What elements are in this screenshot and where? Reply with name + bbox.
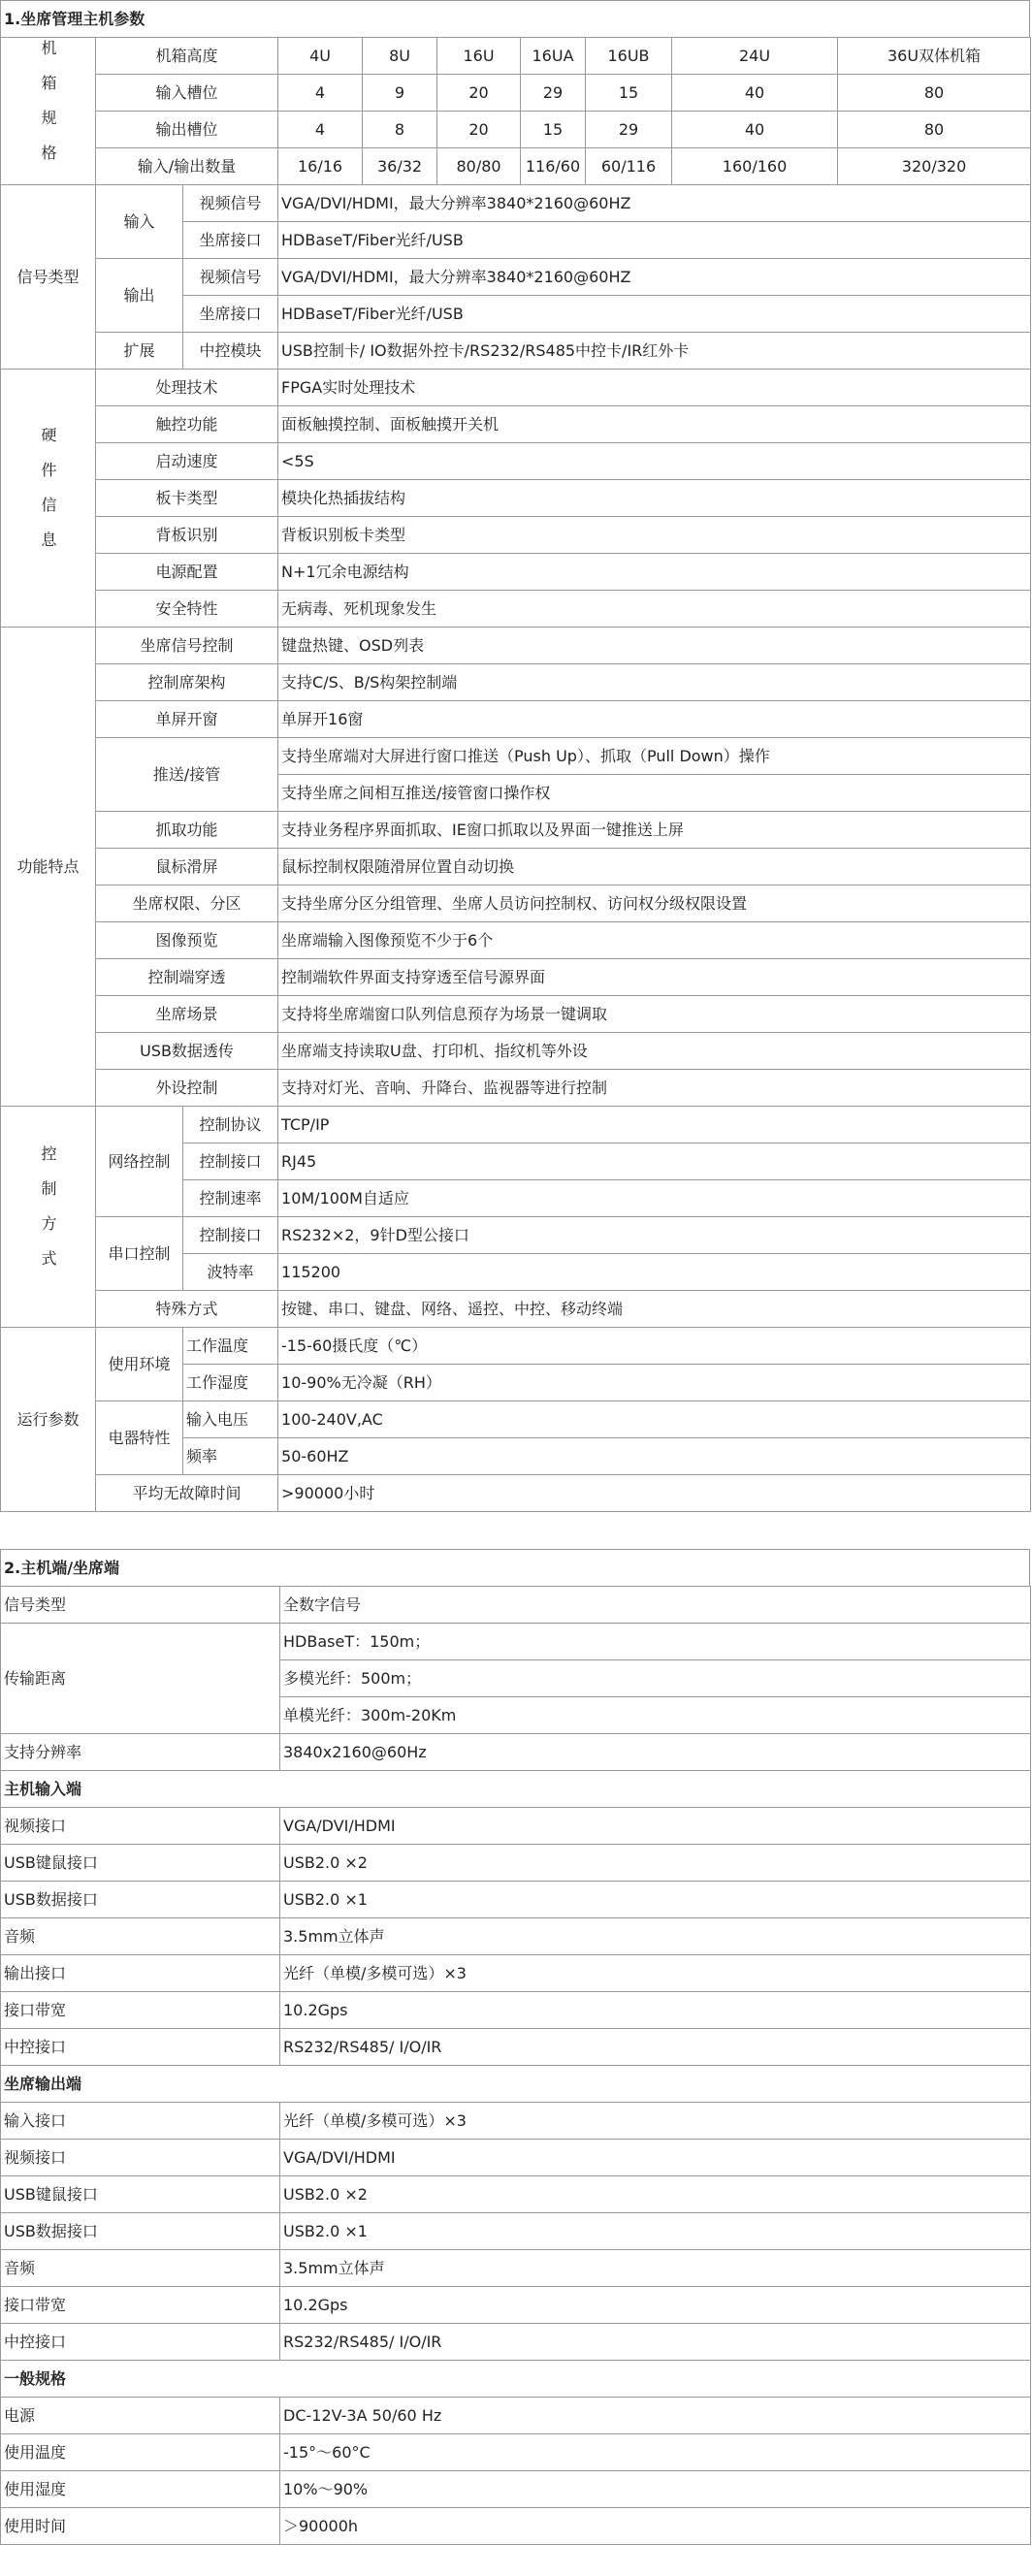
seat-output-val: 3.5mm立体声 [280,2250,1031,2287]
table-row [1,738,1031,775]
table-row [1,2287,1031,2324]
seat-output-key: 输入接口 [1,2103,280,2140]
run-env: 使用环境 [96,1328,183,1401]
table-row [1,996,1031,1033]
feat-val: 单屏开16窗 [278,701,1031,738]
host-input-val: USB2.0 ×2 [280,1845,1031,1882]
chassis-cell: 4U [278,38,363,75]
chassis-cell: 4 [278,112,363,148]
feat-val: 坐席端输入图像预览不少于6个 [278,922,1031,959]
table-row [1,2361,1031,2398]
chassis-cell: 60/116 [586,148,672,185]
s2-dist-val: 多模光纤：500m； [280,1660,1031,1697]
hw-val: FPGA实时处理技术 [278,370,1031,406]
host-params-table [0,37,1031,1512]
general-spec-val: 10%～90% [280,2471,1031,2508]
seat-output-key: 视频接口 [1,2140,280,2176]
feat-key: 控制席架构 [96,664,278,701]
chassis-cell: 29 [521,75,586,112]
host-input-key: 输出接口 [1,1955,280,1992]
table-row [1,406,1031,443]
feat-key: 单屏开窗 [96,701,278,738]
host-seat-table [0,1586,1031,2545]
signal-in-seat-val: HDBaseT/Fiber光纤/USB [278,222,1031,259]
table-row [1,2508,1031,2545]
general-spec-key: 使用温度 [1,2434,280,2471]
feat-key: 外设控制 [96,1070,278,1107]
feat-val: 支持将坐席端窗口队列信息预存为场景一键调取 [278,996,1031,1033]
hw-val: <5S [278,443,1031,480]
ctrl-key: 控制接口 [183,1217,278,1254]
hw-val: 无病毒、死机现象发生 [278,591,1031,628]
hw-key: 处理技术 [96,370,278,406]
run-key: 输入电压 [183,1401,278,1438]
hw-key: 背板识别 [96,517,278,554]
table-row [1,517,1031,554]
general-spec-val: ＞90000h [280,2508,1031,2545]
signal-ctrl: 中控模块 [183,333,278,370]
table-row [1,2029,1031,2066]
feat-push-val-1: 支持坐席端对大屏进行窗口推送（Push Up）、抓取（Pull Down）操作 [278,738,1031,775]
table-row [1,1401,1031,1438]
hw-val: N+1冗余电源结构 [278,554,1031,591]
host-input-val: VGA/DVI/HDMI [280,1808,1031,1845]
feat-key: 鼠标滑屏 [96,849,278,886]
signal-in-video: 视频信号 [183,185,278,222]
seat-output-key: 音频 [1,2250,280,2287]
chassis-label-text: 机箱规格 [39,39,57,179]
hw-label-text: 硬件信息 [39,426,57,566]
chassis-cell: 80 [838,112,1031,148]
run-val: 50-60HZ [278,1438,1031,1475]
host-input-val: 光纤（单模/多模可选）×3 [280,1955,1031,1992]
table-row [1,2176,1031,2213]
table-row [1,664,1031,701]
feat-push-val-2: 支持坐席之间相互推送/接管窗口操作权 [278,775,1031,812]
table-row [1,1955,1031,1992]
host-input-key: 音频 [1,1918,280,1955]
table-row [1,1070,1031,1107]
host-input-key: USB数据接口 [1,1882,280,1918]
signal-ext: 扩展 [96,333,183,370]
seat-output-val: USB2.0 ×1 [280,2213,1031,2250]
feat-push-key: 推送/接管 [96,738,278,812]
table-row [1,148,1031,185]
chassis-label [1,38,96,185]
host-input-key: 接口带宽 [1,1992,280,2029]
ctrl-label [1,1107,96,1328]
run-label: 运行参数 [1,1328,96,1512]
seat-output-val: RS232/RS485/ I/O/IR [280,2324,1031,2361]
seat-output-title: 坐席输出端 [1,2066,1031,2103]
seat-output-key: 接口带宽 [1,2287,280,2324]
feat-key: 坐席权限、分区 [96,886,278,922]
table-row [1,886,1031,922]
run-val: 100-240V,AC [278,1401,1031,1438]
s2-signal-val: 全数字信号 [280,1587,1031,1624]
feat-key: 控制端穿透 [96,959,278,996]
host-input-key: 中控接口 [1,2029,280,2066]
chassis-cell: 8 [363,112,437,148]
table-row [1,480,1031,517]
hw-val: 背板识别板卡类型 [278,517,1031,554]
table-row [1,2471,1031,2508]
hw-val: 面板触摸控制、面板触摸开关机 [278,406,1031,443]
table-row [1,1475,1031,1512]
table-row [1,812,1031,849]
table-row [1,75,1031,112]
host-input-val: 3.5mm立体声 [280,1918,1031,1955]
table-row [1,1587,1031,1624]
s2-dist-key: 传输距离 [1,1624,280,1734]
host-input-key: USB键鼠接口 [1,1845,280,1882]
section-title-host-params: 1.坐席管理主机参数 [0,0,1030,38]
feat-val: 支持坐席分区分组管理、坐席人员访问控制权、访问权分级权限设置 [278,886,1031,922]
feat-val: 支持对灯光、音响、升降台、监视器等进行控制 [278,1070,1031,1107]
signal-in: 输入 [96,185,183,259]
feat-key: USB数据透传 [96,1033,278,1070]
seat-output-val: VGA/DVI/HDMI [280,2140,1031,2176]
feat-key: 抓取功能 [96,812,278,849]
table-row [1,1328,1031,1365]
general-spec-key: 电源 [1,2398,280,2434]
table-row [1,443,1031,480]
s2-res-val: 3840x2160@60Hz [280,1734,1031,1771]
feat-key: 图像预览 [96,922,278,959]
table-row [1,2066,1031,2103]
feat-val: 支持业务程序界面抓取、IE窗口抓取以及界面一键推送上屏 [278,812,1031,849]
seat-output-val: USB2.0 ×2 [280,2176,1031,2213]
table-row [1,1808,1031,1845]
run-key: 频率 [183,1438,278,1475]
run-key: 工作湿度 [183,1365,278,1401]
table-row [1,333,1031,370]
table-row [1,185,1031,222]
chassis-cell: 116/60 [521,148,586,185]
ctrl-key: 控制速率 [183,1180,278,1217]
table-row [1,1217,1031,1254]
seat-output-key: USB键鼠接口 [1,2176,280,2213]
seat-output-key: USB数据接口 [1,2213,280,2250]
table-row [1,1992,1031,2029]
table-row [1,1882,1031,1918]
table-row [1,1845,1031,1882]
general-spec-title: 一般规格 [1,2361,1031,2398]
ctrl-val: TCP/IP [278,1107,1031,1143]
table-row [1,2324,1031,2361]
chassis-cell: 4 [278,75,363,112]
ctrl-serial: 串口控制 [96,1217,183,1291]
chassis-cell: 8U [363,38,437,75]
chassis-cell: 80 [838,75,1031,112]
ctrl-label-text: 控制方式 [39,1144,57,1285]
ctrl-key: 控制协议 [183,1107,278,1143]
table-row [1,2398,1031,2434]
chassis-cell: 9 [363,75,437,112]
chassis-cell: 16/16 [278,148,363,185]
table-row [1,849,1031,886]
ctrl-special-val: 按键、串口、键盘、网络、遥控、中控、移动终端 [278,1291,1031,1328]
hw-label [1,370,96,628]
table-row [1,1291,1031,1328]
seat-output-key: 中控接口 [1,2324,280,2361]
chassis-row-label: 输入槽位 [96,75,278,112]
table-row [1,2434,1031,2471]
chassis-cell: 24U [672,38,838,75]
table-row [1,2140,1031,2176]
table-row [1,1033,1031,1070]
feat-label: 功能特点 [1,628,96,1107]
ctrl-val: RJ45 [278,1143,1031,1180]
table-row [1,591,1031,628]
chassis-cell: 16UB [586,38,672,75]
signal-in-video-val: VGA/DVI/HDMI，最大分辨率3840*2160@60HZ [278,185,1031,222]
chassis-cell: 40 [672,75,838,112]
ctrl-net: 网络控制 [96,1107,183,1217]
table-row [1,701,1031,738]
chassis-row-label: 输入/输出数量 [96,148,278,185]
feat-val: 鼠标控制权限随滑屏位置自动切换 [278,849,1031,886]
host-input-val: RS232/RS485/ I/O/IR [280,2029,1031,2066]
section-title-host-seat: 2.主机端/坐席端 [0,1549,1030,1587]
seat-output-val: 10.2Gps [280,2287,1031,2324]
feat-key: 坐席信号控制 [96,628,278,664]
ctrl-key: 控制接口 [183,1143,278,1180]
hw-key: 板卡类型 [96,480,278,517]
table-row [1,1107,1031,1143]
signal-out-seat: 坐席接口 [183,296,278,333]
hw-key: 触控功能 [96,406,278,443]
chassis-cell: 80/80 [437,148,521,185]
table-row [1,554,1031,591]
table-row [1,922,1031,959]
host-input-key: 视频接口 [1,1808,280,1845]
feat-key: 坐席场景 [96,996,278,1033]
chassis-cell: 16U [437,38,521,75]
s2-dist-val: 单模光纤：300m-20Km [280,1697,1031,1734]
host-input-title: 主机输入端 [1,1771,1031,1808]
table-row [1,370,1031,406]
run-key: 工作温度 [183,1328,278,1365]
s2-dist-val: HDBaseT：150m； [280,1624,1031,1660]
table-row [1,2103,1031,2140]
s2-res-key: 支持分辨率 [1,1734,280,1771]
chassis-row-label: 输出槽位 [96,112,278,148]
run-val: 10-90%无冷凝（RH） [278,1365,1031,1401]
hw-key: 启动速度 [96,443,278,480]
chassis-cell: 15 [586,75,672,112]
general-spec-val: -15°～60°C [280,2434,1031,2471]
signal-out-video-val: VGA/DVI/HDMI，最大分辨率3840*2160@60HZ [278,259,1031,296]
table-row [1,1734,1031,1771]
chassis-cell: 20 [437,75,521,112]
chassis-cell: 20 [437,112,521,148]
chassis-cell: 29 [586,112,672,148]
table-row [1,959,1031,996]
chassis-cell: 16UA [521,38,586,75]
table-row [1,2250,1031,2287]
signal-out-video: 视频信号 [183,259,278,296]
table-row [1,2213,1031,2250]
feat-val: 控制端软件界面支持穿透至信号源界面 [278,959,1031,996]
table-row [1,1624,1031,1660]
s2-signal-key: 信号类型 [1,1587,280,1624]
chassis-cell: 36U双体机箱 [838,38,1031,75]
ctrl-val: 115200 [278,1254,1031,1291]
general-spec-key: 使用时间 [1,2508,280,2545]
feat-val: 支持C/S、B/S构架控制端 [278,664,1031,701]
run-elec: 电器特性 [96,1401,183,1475]
seat-output-val: 光纤（单模/多模可选）×3 [280,2103,1031,2140]
feat-val: 键盘热键、OSD列表 [278,628,1031,664]
run-mtbf-val: >90000小时 [278,1475,1031,1512]
table-row [1,259,1031,296]
table-row [1,38,1031,75]
host-input-val: 10.2Gps [280,1992,1031,2029]
signal-ctrl-val: USB控制卡/ IO数据外控卡/RS232/RS485中控卡/IR红外卡 [278,333,1031,370]
ctrl-key: 波特率 [183,1254,278,1291]
ctrl-special-key: 特殊方式 [96,1291,278,1328]
table-row [1,1771,1031,1808]
run-val: -15-60摄氏度（℃） [278,1328,1031,1365]
general-spec-key: 使用湿度 [1,2471,280,2508]
ctrl-val: RS232×2，9针D型公接口 [278,1217,1031,1254]
chassis-cell: 36/32 [363,148,437,185]
table-row [1,1918,1031,1955]
feat-val: 坐席端支持读取U盘、打印机、指纹机等外设 [278,1033,1031,1070]
hw-key: 安全特性 [96,591,278,628]
chassis-cell: 40 [672,112,838,148]
chassis-cell: 320/320 [838,148,1031,185]
signal-out-seat-val: HDBaseT/Fiber光纤/USB [278,296,1031,333]
host-input-val: USB2.0 ×1 [280,1882,1031,1918]
run-mtbf-key: 平均无故障时间 [96,1475,278,1512]
hw-key: 电源配置 [96,554,278,591]
signal-label: 信号类型 [1,185,96,370]
signal-out: 输出 [96,259,183,333]
hw-val: 模块化热插拔结构 [278,480,1031,517]
chassis-row-label: 机箱高度 [96,38,278,75]
ctrl-val: 10M/100M自适应 [278,1180,1031,1217]
chassis-cell: 15 [521,112,586,148]
general-spec-val: DC-12V-3A 50/60 Hz [280,2398,1031,2434]
signal-in-seat: 坐席接口 [183,222,278,259]
table-row [1,628,1031,664]
chassis-cell: 160/160 [672,148,838,185]
table-row [1,112,1031,148]
